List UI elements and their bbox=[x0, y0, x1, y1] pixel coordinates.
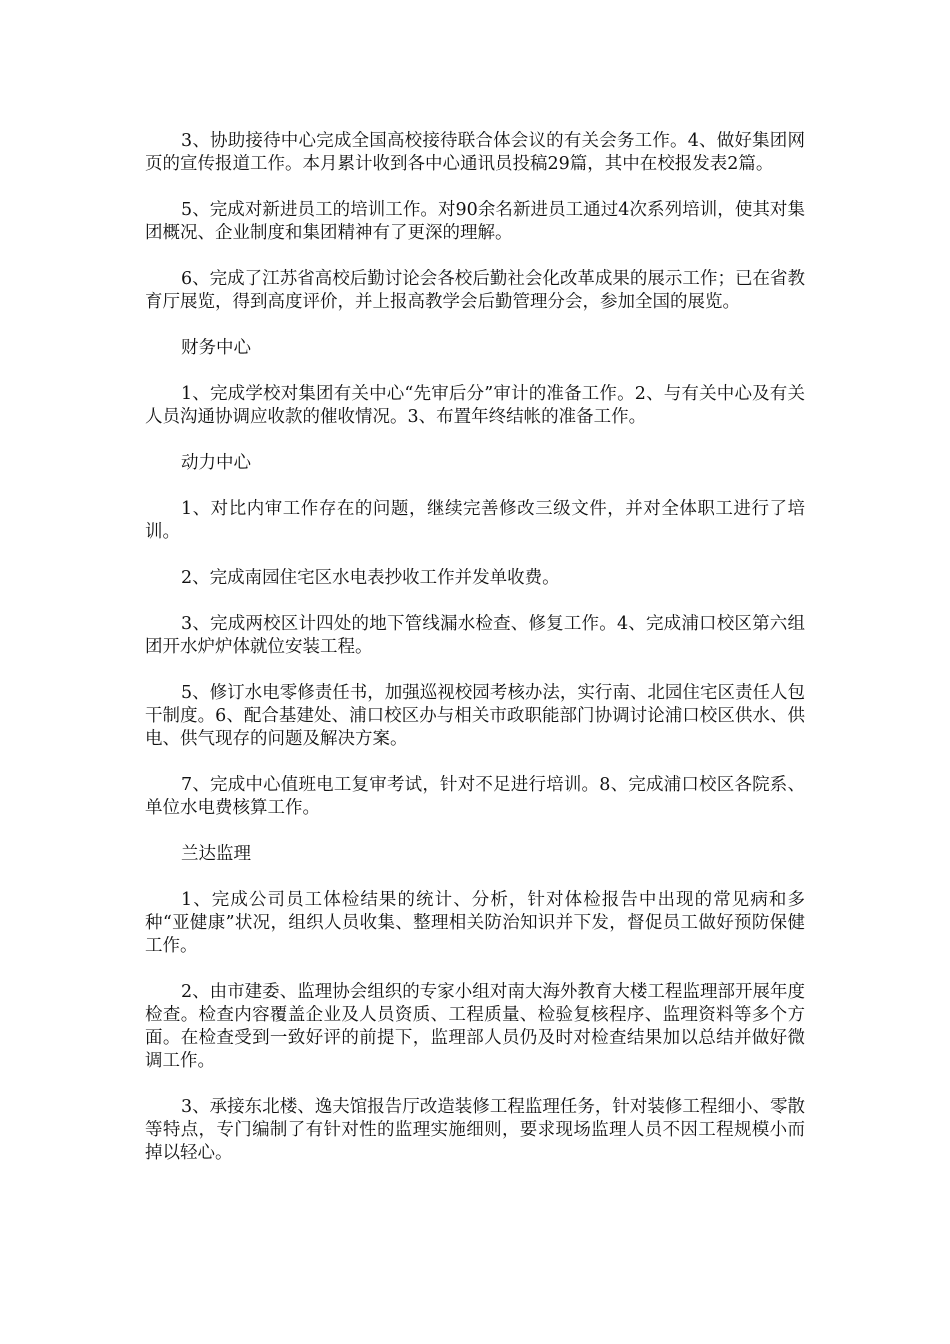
paragraph-finance-items: 1、完成学校对集团有关中心“先审后分”审计的准备工作。2、与有关中心及有关人员沟通协调应收款的催收情况。3、布置年终结帐的准备工作。 bbox=[145, 384, 805, 427]
paragraph-3-reception: 3、协助接待中心完成全国高校接待联合体会议的有关会务工作。4、做好集团网页的宣传报道工作。本月累计收到各中心通讯员投稿29篇，其中在校报发表2篇。 bbox=[145, 131, 805, 174]
paragraph-power-1: 1、对比内审工作存在的问题，继续完善修改三级文件，并对全体职工进行了培训。 bbox=[145, 499, 805, 542]
paragraph-power-7-8: 7、完成中心值班电工复审考试，针对不足进行培训。8、完成浦口校区各院系、单位水电费核算工作。 bbox=[145, 775, 805, 818]
paragraph-power-5-6: 5、修订水电零修责任书，加强巡视校园考核办法，实行南、北园住宅区责任人包干制度。6、配合基建处、浦口校区办与相关市政职能部门协调讨论浦口校区供水、供电、供气现存的问题及解决方案。 bbox=[145, 683, 805, 749]
paragraph-5-training: 5、完成对新进员工的培训工作。对90余名新进员工通过4次系列培训，使其对集团概况、企业制度和集团精神有了更深的理解。 bbox=[145, 200, 805, 243]
section-heading-finance: 财务中心 bbox=[181, 338, 251, 358]
paragraph-landa-3: 3、承接东北楼、逸夫馆报告厅改造装修工程监理任务，针对装修工程细小、零散等特点，专门编制了有针对性的监理实施细则，要求现场监理人员不因工程规模小而掉以轻心。 bbox=[145, 1097, 805, 1163]
paragraph-landa-2: 2、由市建委、监理协会组织的专家小组对南大海外教育大楼工程监理部开展年度检查。检查内容覆盖企业及人员资质、工程质量、检验复核程序、监理资料等多个方面。在检查受到一致好评的前提下，监理部人员仍及时对检查结果加以总结并做好微调工作。 bbox=[145, 982, 805, 1071]
section-heading-power: 动力中心 bbox=[181, 453, 251, 473]
paragraph-6-exhibition: 6、完成了江苏省高校后勤讨论会各校后勤社会化改革成果的展示工作；已在省教育厅展览，得到高度评价，并上报高教学会后勤管理分会，参加全国的展览。 bbox=[145, 269, 805, 312]
document-body bbox=[145, 130, 805, 1165]
paragraph-landa-1: 1、完成公司员工体检结果的统计、分析，针对体检报告中出现的常见病和多种“亚健康”状况，组织人员收集、整理相关防治知识并下发，督促员工做好预防保健工作。 bbox=[145, 890, 805, 956]
section-heading-landa: 兰达监理 bbox=[181, 844, 251, 864]
paragraph-power-3-4: 3、完成两校区计四处的地下管线漏水检查、修复工作。4、完成浦口校区第六组团开水炉炉体就位安装工程。 bbox=[145, 614, 805, 657]
paragraph-power-2: 2、完成南园住宅区水电表抄收工作并发单收费。 bbox=[181, 568, 560, 588]
